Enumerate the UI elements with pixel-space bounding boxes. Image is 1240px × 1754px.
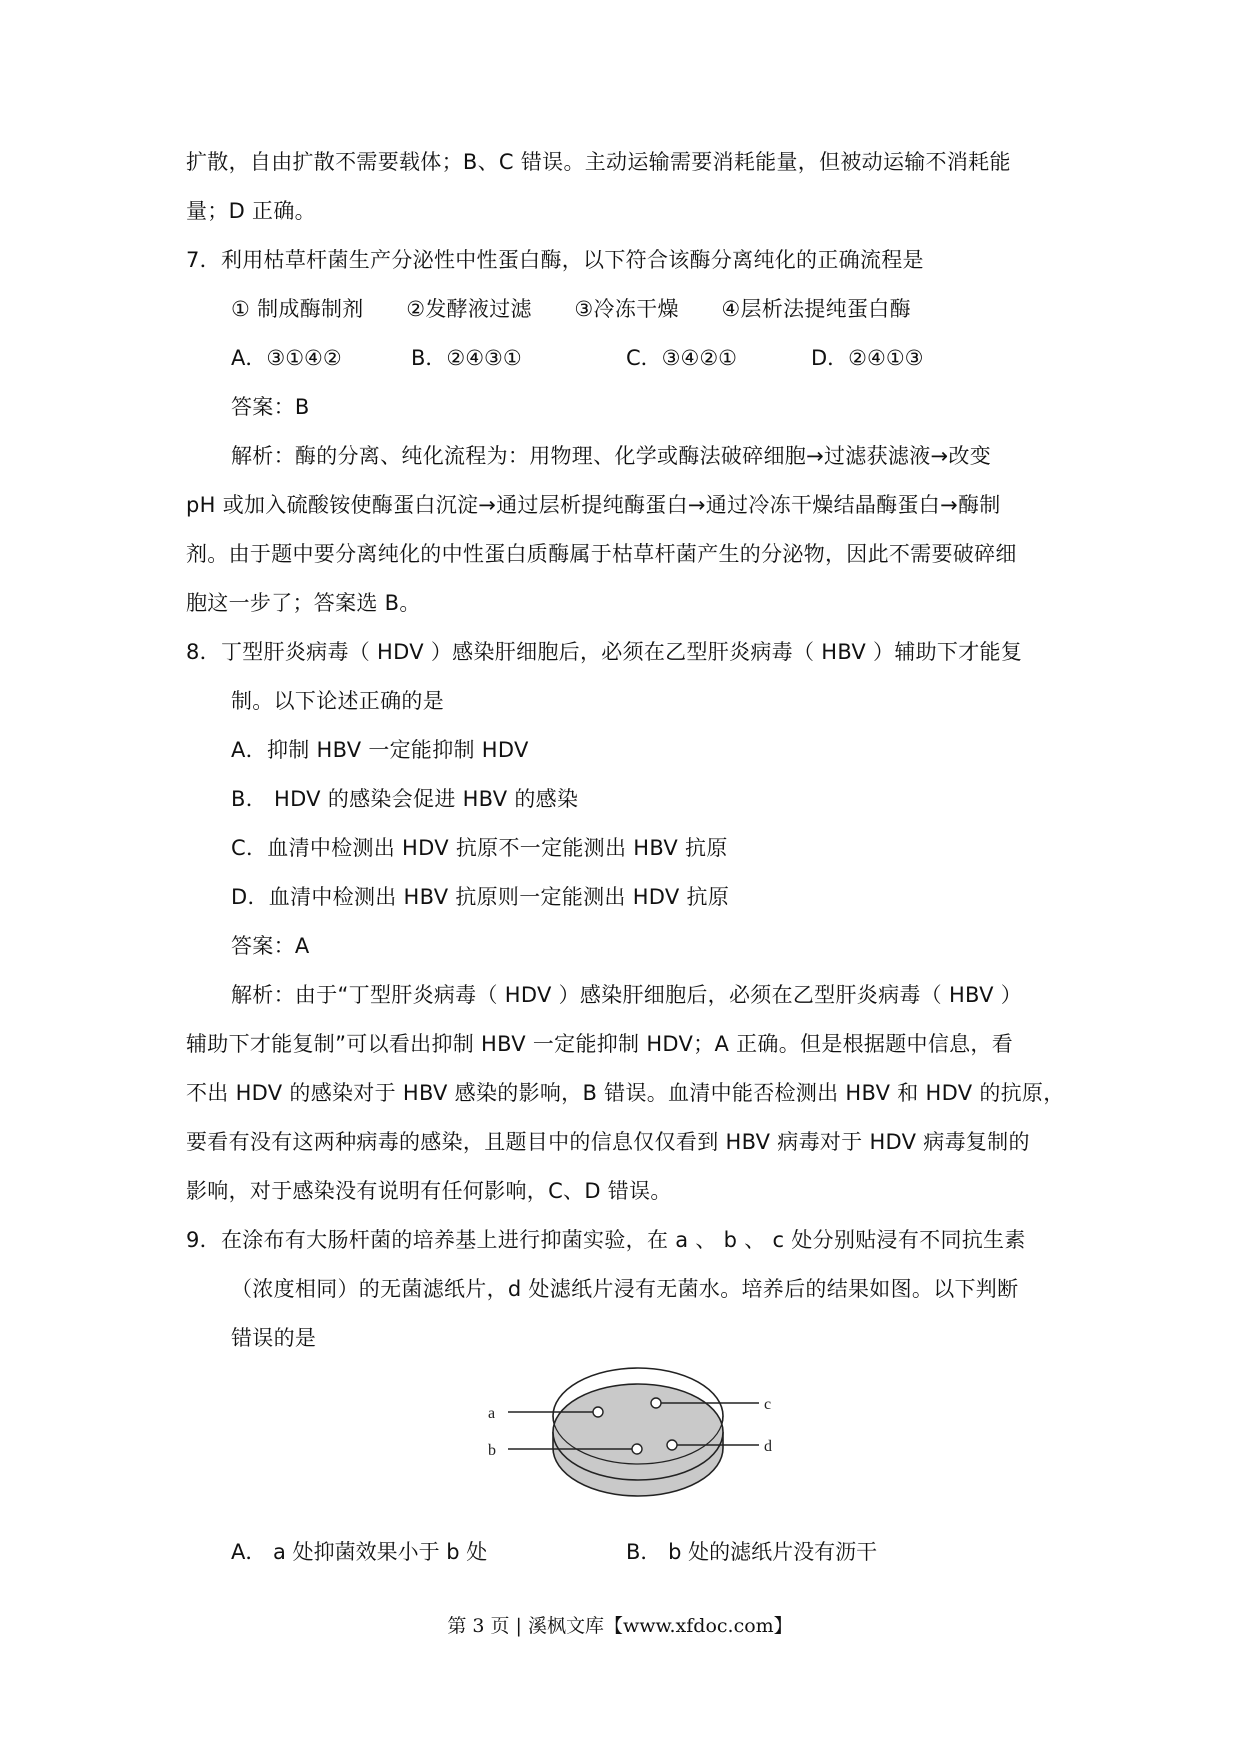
- analysis-8-line: 影响，对于感染没有说明有任何影响，C、D 错误。: [186, 1179, 672, 1203]
- analysis-8-line: 解析：由于“丁型肝炎病毒（ HDV ）感染肝细胞后，必须在乙型肝炎病毒（ HBV ）: [231, 983, 1023, 1007]
- question-9-stem: （浓度相同）的无菌滤纸片，d 处滤纸片浸有无菌水。培养后的结果如图。以下判断: [231, 1277, 1019, 1301]
- filter-disk-d: [667, 1440, 677, 1450]
- option-a: A．抑制 HBV 一定能抑制 HDV: [231, 738, 529, 762]
- question-8-stem: 制。以下论述正确的是: [231, 689, 444, 713]
- filter-disk-a: [593, 1407, 603, 1417]
- analysis-7-line: pH 或加入硫酸铵使酶蛋白沉淀→通过层析提纯酶蛋白→通过冷冻干燥结晶酶蛋白→酶制: [186, 493, 1001, 517]
- label-a: a: [488, 1405, 496, 1422]
- filter-disk-b: [632, 1444, 642, 1454]
- question-9-stem: 9．在涂布有大肠杆菌的培养基上进行抑菌实验，在 a 、 b 、 c 处分别贴浸有不同抗生素: [186, 1228, 1026, 1252]
- option-b: B． b 处的滤纸片没有沥干: [626, 1540, 878, 1564]
- label-b: b: [488, 1442, 496, 1459]
- analysis-8-line: 辅助下才能复制”可以看出抑制 HBV 一定能抑制 HDV；A 正确。但是根据题中信息，看: [186, 1032, 1014, 1056]
- analysis-7-line: 解析：酶的分离、纯化流程为：用物理、化学或酶法破碎细胞→过滤获滤液→改变: [231, 444, 991, 468]
- page-footer: 第 3 页 | 溪枫文库【www.xfdoc.com】: [447, 1615, 793, 1637]
- answer-8: 答案：A: [231, 934, 310, 958]
- analysis-7-line: 剂。由于题中要分离纯化的中性蛋白质酶属于枯草杆菌产生的分泌物，因此不需要破碎细: [186, 542, 1017, 566]
- option-a: A．③①④②: [231, 346, 342, 370]
- option-c: C．血清中检测出 HDV 抗原不一定能测出 HBV 抗原: [231, 836, 728, 860]
- petri-dish-diagram: [480, 1350, 780, 1510]
- answer-7: 答案：B: [231, 395, 310, 419]
- filter-disk-c: [651, 1398, 661, 1408]
- analysis-8-line: 不出 HDV 的感染对于 HBV 感染的影响，B 错误。血清中能否检测出 HBV 和 HDV 的抗原，: [186, 1081, 1065, 1105]
- culture-medium: [553, 1384, 723, 1480]
- option-b: B． HDV 的感染会促进 HBV 的感染: [231, 787, 579, 811]
- option-d: D．②④①③: [811, 346, 924, 370]
- text-line: 扩散，自由扩散不需要载体；B、C 错误。主动运输需要消耗能量，但被动运输不消耗能: [186, 150, 1011, 174]
- option-b: B．②④③①: [411, 346, 522, 370]
- question-7-steps: ① 制成酶制剂 ②发酵液过滤 ③冷冻干燥 ④层析法提纯蛋白酶: [231, 297, 911, 321]
- label-d: d: [764, 1438, 772, 1455]
- question-9-stem: 错误的是: [231, 1326, 317, 1350]
- label-c: c: [764, 1396, 772, 1413]
- analysis-7-line: 胞这一步了；答案选 B。: [186, 591, 421, 615]
- analysis-8-line: 要看有没有这两种病毒的感染，且题目中的信息仅仅看到 HBV 病毒对于 HDV 病毒复制的: [186, 1130, 1030, 1154]
- option-c: C．③④②①: [626, 346, 737, 370]
- option-d: D．血清中检测出 HBV 抗原则一定能测出 HDV 抗原: [231, 885, 730, 909]
- option-a: A． a 处抑菌效果小于 b 处: [231, 1540, 488, 1564]
- text-line: 量；D 正确。: [186, 199, 316, 223]
- question-7-stem: 7．利用枯草杆菌生产分泌性中性蛋白酶，以下符合该酶分离纯化的正确流程是: [186, 248, 924, 272]
- question-8-stem: 8．丁型肝炎病毒（ HDV ）感染肝细胞后，必须在乙型肝炎病毒（ HBV ）辅助下才能复: [186, 640, 1023, 664]
